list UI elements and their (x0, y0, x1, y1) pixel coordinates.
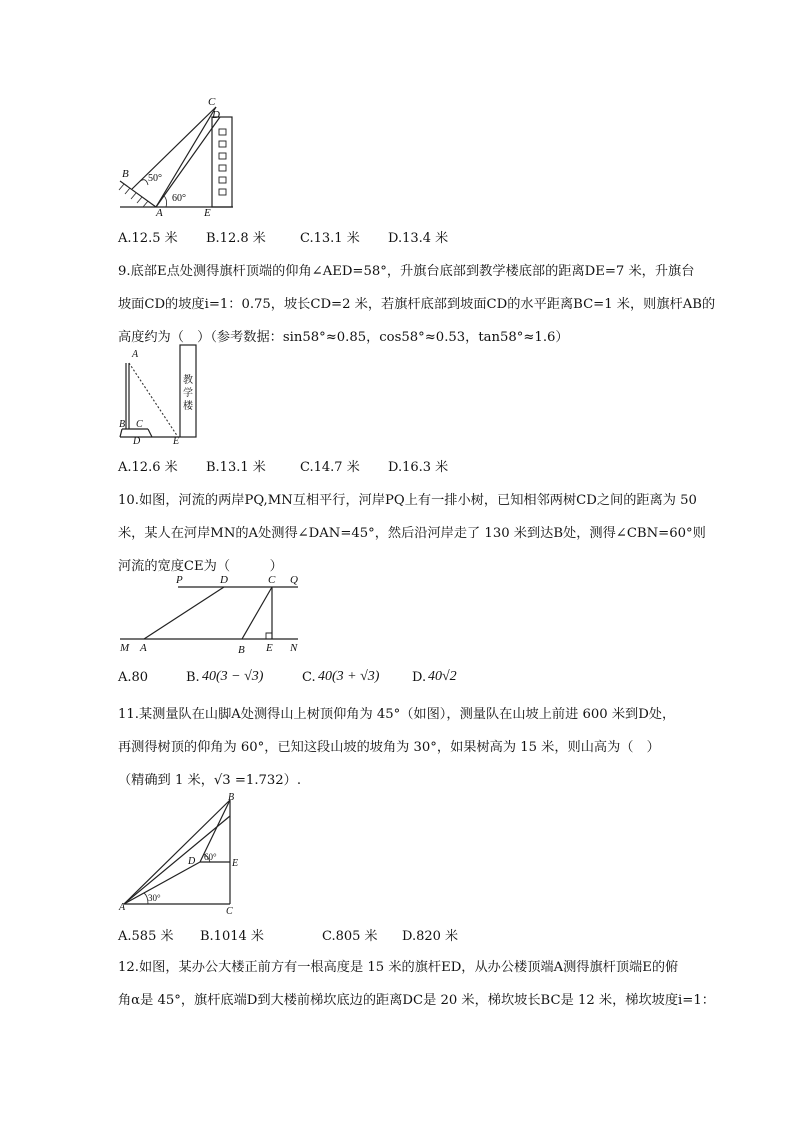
q11-option-b[interactable]: B.1014 米 (200, 929, 264, 944)
label-D: D (220, 574, 228, 586)
label-E: E (173, 436, 180, 447)
q10-option-c[interactable]: C. (302, 670, 316, 685)
q11-figure (118, 792, 248, 916)
q11-option-c[interactable]: C.805 米 (322, 929, 378, 944)
q11-line-3: （精确到 1 米，√3 =1.732）. (118, 773, 302, 788)
angle-label-60: 60° (172, 193, 186, 204)
q9-option-d[interactable]: D.16.3 米 (388, 460, 449, 475)
q9-option-c[interactable]: C.14.7 米 (300, 460, 360, 475)
q8-option-c[interactable]: C.13.1 米 (300, 231, 360, 246)
label-E: E (266, 642, 273, 654)
q10-option-d-value[interactable]: 40√2 (428, 669, 457, 684)
q10-figure (118, 571, 303, 655)
q10-text (118, 484, 718, 583)
q10-option-c-value[interactable]: 40(3 + √3) (318, 669, 380, 684)
label-N: N (290, 642, 298, 654)
label-C: C (268, 574, 276, 586)
q10-option-d[interactable]: D. (412, 670, 427, 685)
label-P: P (176, 574, 183, 586)
q10-option-b[interactable]: B. (186, 670, 200, 685)
q9-line-1: 9.底部E点处测得旗杆顶端的仰角∠AED=58°，升旗台底部到教学楼底部的距离DE=7 米，升旗台 (118, 264, 695, 279)
q11-text (118, 698, 718, 797)
label-D: D (212, 109, 220, 121)
label-C: C (208, 96, 216, 108)
q9-figure (118, 343, 200, 445)
building-label-3: 楼 (183, 401, 193, 412)
label-C: C (226, 906, 233, 917)
label-A: A (132, 349, 139, 360)
label-Q: Q (290, 574, 298, 586)
q12-line-2: 角α是 45°，旗杆底端D到大楼前梯坎底边的距离DC是 20 米，梯坎坡长BC是 12 米，梯坎坡度i=1： (118, 993, 715, 1008)
label-B: B (119, 419, 126, 430)
q8-option-d[interactable]: D.13.4 米 (388, 231, 449, 246)
label-A: A (140, 642, 147, 654)
q10-option-a[interactable]: A.80 (118, 670, 149, 685)
q9-option-a[interactable]: A.12.6 米 (118, 460, 178, 475)
q10-line-3: 河流的宽度CE为（ ） (118, 559, 283, 574)
q9-option-b[interactable]: B.13.1 米 (206, 460, 266, 475)
q10-option-b-value[interactable]: 40(3 − √3) (202, 669, 264, 684)
label-D: D (133, 436, 141, 447)
q11-line-2: 再测得树顶的仰角为 60°，已知这段山坡的坡角为 30°，如果树高为 15 米，则山高为（ ） (118, 740, 660, 755)
q11-option-a[interactable]: A.585 米 (118, 929, 174, 944)
label-B: B (228, 792, 235, 803)
label-A: A (156, 207, 163, 219)
building-label-1: 教 (183, 375, 193, 386)
q9-text (118, 255, 718, 354)
angle-label-60: 60° (204, 852, 217, 862)
q10-line-2: 米，某人在河岸MN的A处测得∠DAN=45°，然后沿河岸走了 130 米到达B处，测得∠CBN=60°则 (118, 526, 706, 541)
q11-line-1: 11.某测量队在山脚A处测得山上树顶仰角为 45°（如图），测量队在山坡上前进 600 米到D处， (118, 707, 676, 722)
q11-option-d[interactable]: D.820 米 (402, 929, 459, 944)
label-C: C (136, 419, 143, 430)
label-A: A (119, 902, 126, 913)
q8-option-b[interactable]: B.12.8 米 (206, 231, 266, 246)
label-E: E (204, 207, 211, 219)
q9-line-3: 高度约为（ ）（参考数据：sin58°≈0.85，cos58°≈0.53，tan58°≈1.6） (118, 330, 569, 345)
q12-text (118, 951, 718, 1017)
building-label-2: 学 (183, 388, 193, 399)
label-B: B (122, 168, 129, 180)
q10-line-1: 10.如图，河流的两岸PQ,MN互相平行，河岸PQ上有一排小树，已知相邻两树CD之间的距离为 50 (118, 493, 697, 508)
label-B: B (238, 644, 245, 656)
label-E: E (232, 858, 239, 869)
q8-figure (118, 95, 238, 217)
angle-label-50: 50° (148, 173, 162, 184)
label-D: D (188, 856, 196, 867)
angle-label-30: 30° (148, 893, 161, 903)
q8-option-a[interactable]: A.12.5 米 (118, 231, 178, 246)
label-M: M (120, 642, 130, 654)
q9-line-2: 坡面CD的坡度i=1：0.75，坡长CD=2 米，若旗杆底部到坡面CD的水平距离BC=1 米，则旗杆AB的 (118, 297, 716, 312)
q12-line-1: 12.如图，某办公大楼正前方有一根高度是 15 米的旗杆ED，从办公楼顶端A测得旗杆顶端E的俯 (118, 960, 679, 975)
